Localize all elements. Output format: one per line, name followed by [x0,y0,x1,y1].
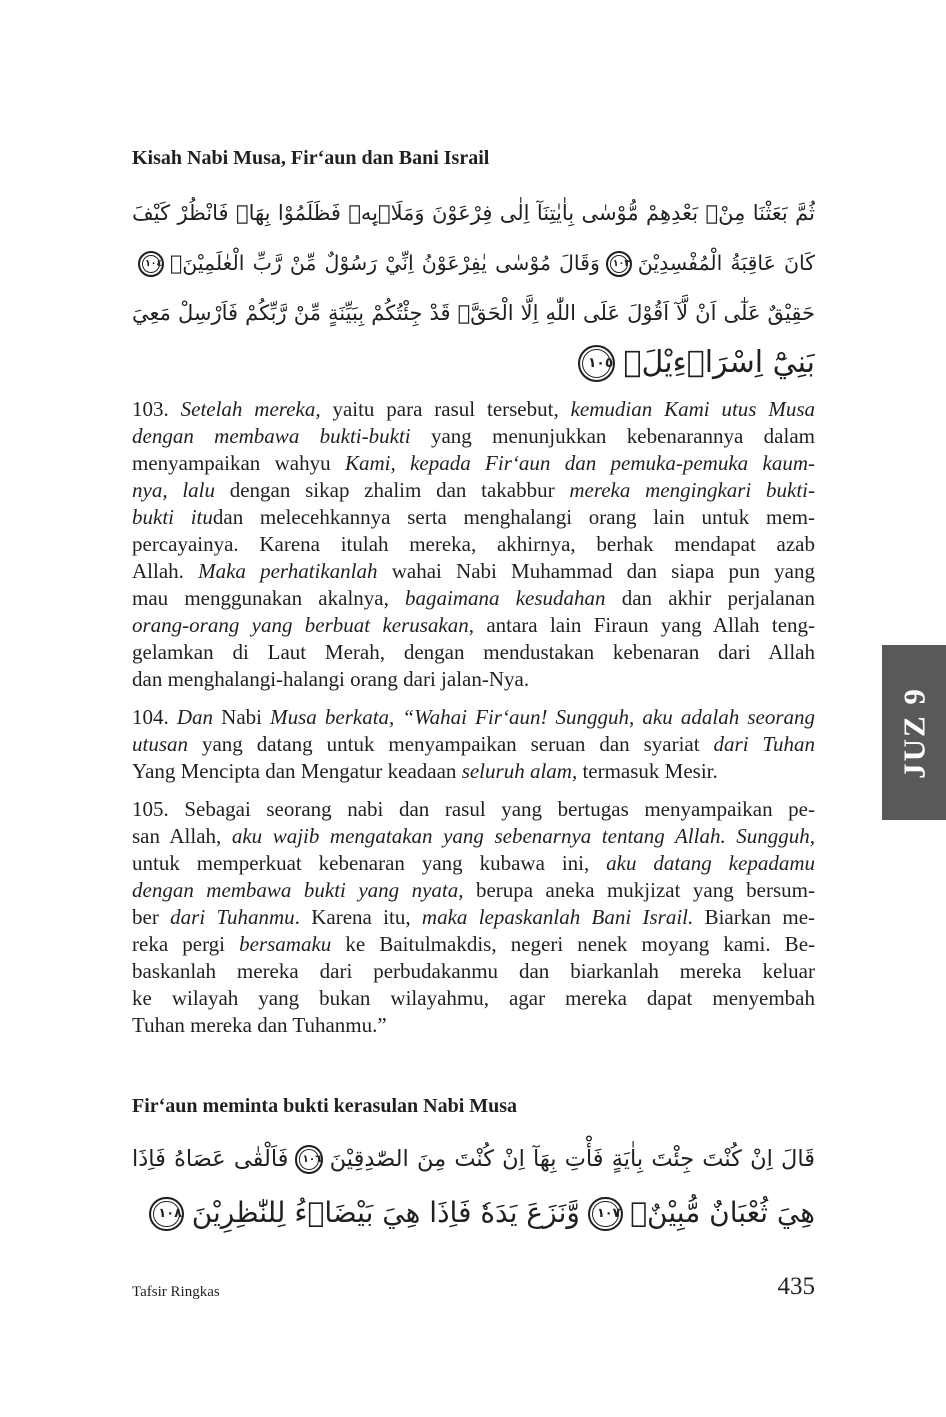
page-number: 435 [777,1273,815,1300]
arabic-verse-text: كَانَ عَاقِبَةُ الْمُفْسِدِيْنَ [637,251,815,275]
text-run: dan melecehkannya serta menghalangi orang lain untuk mem- [212,505,815,529]
italic-text-run: bagaimana kesudahan [405,586,606,610]
italic-text-run: Kami, kepada Fir‘aun dan pemuka-pemuka kaum- [344,451,815,475]
text-run: Biarkan me- [693,905,815,929]
arabic-verse-text: بَنِيْٓ اِسْرَاۤءِيْلَۗ [623,345,815,380]
arabic-verse-text: فَاَلْقٰى عَصَاهُ فَاِذَا [132,1146,289,1172]
italic-text-run: kemudian Kami utus Musa [570,397,815,421]
text-run: menyampaikan wahyu [132,451,345,475]
italic-text-run: utusan [132,732,189,756]
text-line [132,1012,815,1039]
text-run: reka pergi [132,932,240,956]
section-heading-firaun-meminta-bukti: Fir‘aun meminta bukti kerasulan Nabi Musa [132,1095,518,1117]
commentary-verse-105 [132,796,815,1039]
italic-text-run: maka lepaskanlah Bani Israil. [421,905,694,929]
text-run: dengan sikap zhalim dan takabbur [214,478,570,502]
text-line [132,931,815,958]
text-line [132,704,815,731]
text-line [132,504,815,531]
text-line [132,477,815,504]
italic-text-run: nya, lalu [132,478,215,502]
italic-text-run: Setelah mereka, [180,397,321,421]
text-line [132,904,815,931]
section-heading-kisah-nabi-musa: Kisah Nabi Musa, Fir‘aun dan Bani Israil [132,147,490,169]
text-run: Tuhan mereka dan Tuhanmu.” [132,1013,387,1037]
quran-verse-line [132,188,815,238]
text-line [132,796,815,823]
text-line [132,612,815,639]
text-line [132,423,815,450]
text-line [132,666,815,693]
text-run: ke wilayah yang bukan wilayahmu, agar mereka dapat menyembah [132,986,815,1010]
text-line [132,558,815,585]
verse-number-marker: ١٠٥ [578,345,615,382]
text-run: ber [132,905,171,929]
text-run: yang datang untuk menyampaikan seruan dan syariat [188,732,714,756]
arabic-verse-text: وَقَالَ مُوْسٰى يٰفِرْعَوْنُ اِنِّيْ رَسُوْلٌ مِّنْ رَّبِّ الْعٰلَمِيْنَۙ [169,251,600,275]
verse-number-marker: ١٠٤ [138,251,165,278]
text-run: ke Baitulmakdis, negeri nenek moyang kami. Be- [331,932,815,956]
italic-text-run: Maka perhatikanlah [198,559,378,583]
text-line [132,850,815,877]
italic-text-run: aku wajib mengatakan yang sebenarnya tentang Allah. Sungguh, [231,824,815,848]
text-run: 104. [132,705,177,729]
italic-text-run: Musa berkata, “Wahai Fir‘aun! Sungguh, aku adalah seorang [270,705,815,729]
italic-text-run: dengan membawa bukti yang nyata, [132,878,464,902]
footer-book-title: Tafsir Ringkas [132,1284,220,1300]
text-line [132,731,815,758]
verse-number-marker: ١٠٨ [149,1197,184,1232]
text-run: san Allah, [132,824,232,848]
text-run: gelamkan di Laut Merah, dengan mendustakan kebenaran dari Allah [132,640,815,664]
italic-text-run: orang-orang yang berbuat kerusakan [132,613,469,637]
arabic-verse-text: هِيَ ثُعْبَانٌ مُّبِيْنٌۚ [630,1196,815,1229]
text-run: baskanlah mereka dari perbudakanmu dan biarkanlah mereka keluar [132,959,815,983]
text-run: percayainya. Karena itulah mereka, akhirnya, berhak mendapat azab [132,532,815,556]
verse-number-marker: ١٠٣ [606,251,633,278]
text-run: dan akhir perjalanan [605,586,815,610]
text-run: . Karena itu, [294,905,422,929]
italic-text-run: dari Tuhanmu [170,905,295,929]
quran-verses-106-108 [132,1133,815,1239]
text-run: 103. [132,397,181,421]
italic-text-run: mereka mengingkari bukti- [569,478,815,502]
text-line [132,758,815,785]
juz-label: JUZ 9 [896,686,932,779]
text-line [132,396,815,423]
text-run: termasuk Mesir. [577,759,718,783]
text-line [132,958,815,985]
text-run: 105. Sebagai seorang nabi dan rasul yang bertugas menyampaikan pe- [132,797,815,821]
text-run: Yang Mencipta dan Mengatur keadaan [132,759,462,783]
arabic-verse-text: وَّنَزَعَ يَدَهٗ فَاِذَا هِيَ بَيْضَاۤءُ لِلنّٰظِرِيْنَ [191,1196,580,1229]
text-run: wahai Nabi Muhammad dan siapa pun yang [377,559,815,583]
text-run: untuk memperkuat kebenaran yang kubawa ini, [132,851,607,875]
italic-text-run: Dan [176,705,214,729]
text-line [132,585,815,612]
text-line [132,639,815,666]
arabic-verse-text: ثُمَّ بَعَثْنَا مِنْۢ بَعْدِهِمْ مُّوْسٰى بِاٰيٰتِنَآ اِلٰى فِرْعَوْنَ وَمَلَا۟ىِٕهٖ فَظَلَمُوْا بِهَاۚ فَانْظُرْ كَيْفَ [132,201,815,225]
text-line [132,985,815,1012]
text-run: yaitu para rasul tersebut, [320,397,571,421]
italic-text-run: dengan membawa bukti-bukti [132,424,411,448]
text-run: berupa aneka mukjizat yang bersum- [463,878,815,902]
text-run: yang menunjukkan kebenarannya dalam [410,424,815,448]
text-line [132,823,815,850]
italic-text-run: bersamaku [239,932,332,956]
quran-verse-line [132,1133,815,1186]
text-line [132,877,815,904]
text-run: dan menghalangi-halangi orang dari jalan-Nya. [132,667,530,691]
arabic-verse-text: حَقِيْقٌ عَلٰٓى اَنْ لَّآ اَقُوْلَ عَلَى اللّٰهِ اِلَّا الْحَقَّۗ قَدْ جِئْتُكُمْ بِبَيِّنَةٍ مِّنْ رَّبِّكُمْ فَاَرْسِلْ مَعِيَ [132,301,815,325]
commentary-verse-104 [132,704,815,785]
quran-verse-line [132,288,815,338]
quran-verse-line [132,1186,815,1239]
text-run: , antara lain Firaun yang Allah teng- [468,613,815,637]
text-line [132,450,815,477]
verse-number-marker: ١٠٧ [588,1197,623,1232]
commentary-verse-103 [132,396,815,693]
juz-tab [882,645,946,820]
verse-number-marker: ١٠٦ [295,1145,324,1174]
italic-text-run: dari Tuhan [713,732,815,756]
quran-verses-103-105 [132,188,815,388]
text-run: mau menggunakan akalnya, [132,586,406,610]
italic-text-run: aku datang kepadamu [606,851,815,875]
italic-text-run: seluruh alam, [461,759,578,783]
text-run: Nabi [213,705,271,729]
quran-verse-line [132,238,815,288]
arabic-verse-text: قَالَ اِنْ كُنْتَ جِئْتَ بِاٰيَةٍ فَأْتِ بِهَآ اِنْ كُنْتَ مِنَ الصّٰدِقِيْنَ [329,1146,815,1172]
quran-verse-line [132,338,815,388]
text-line [132,531,815,558]
italic-text-run: bukti itu [132,505,213,529]
text-run: Allah. [132,559,199,583]
